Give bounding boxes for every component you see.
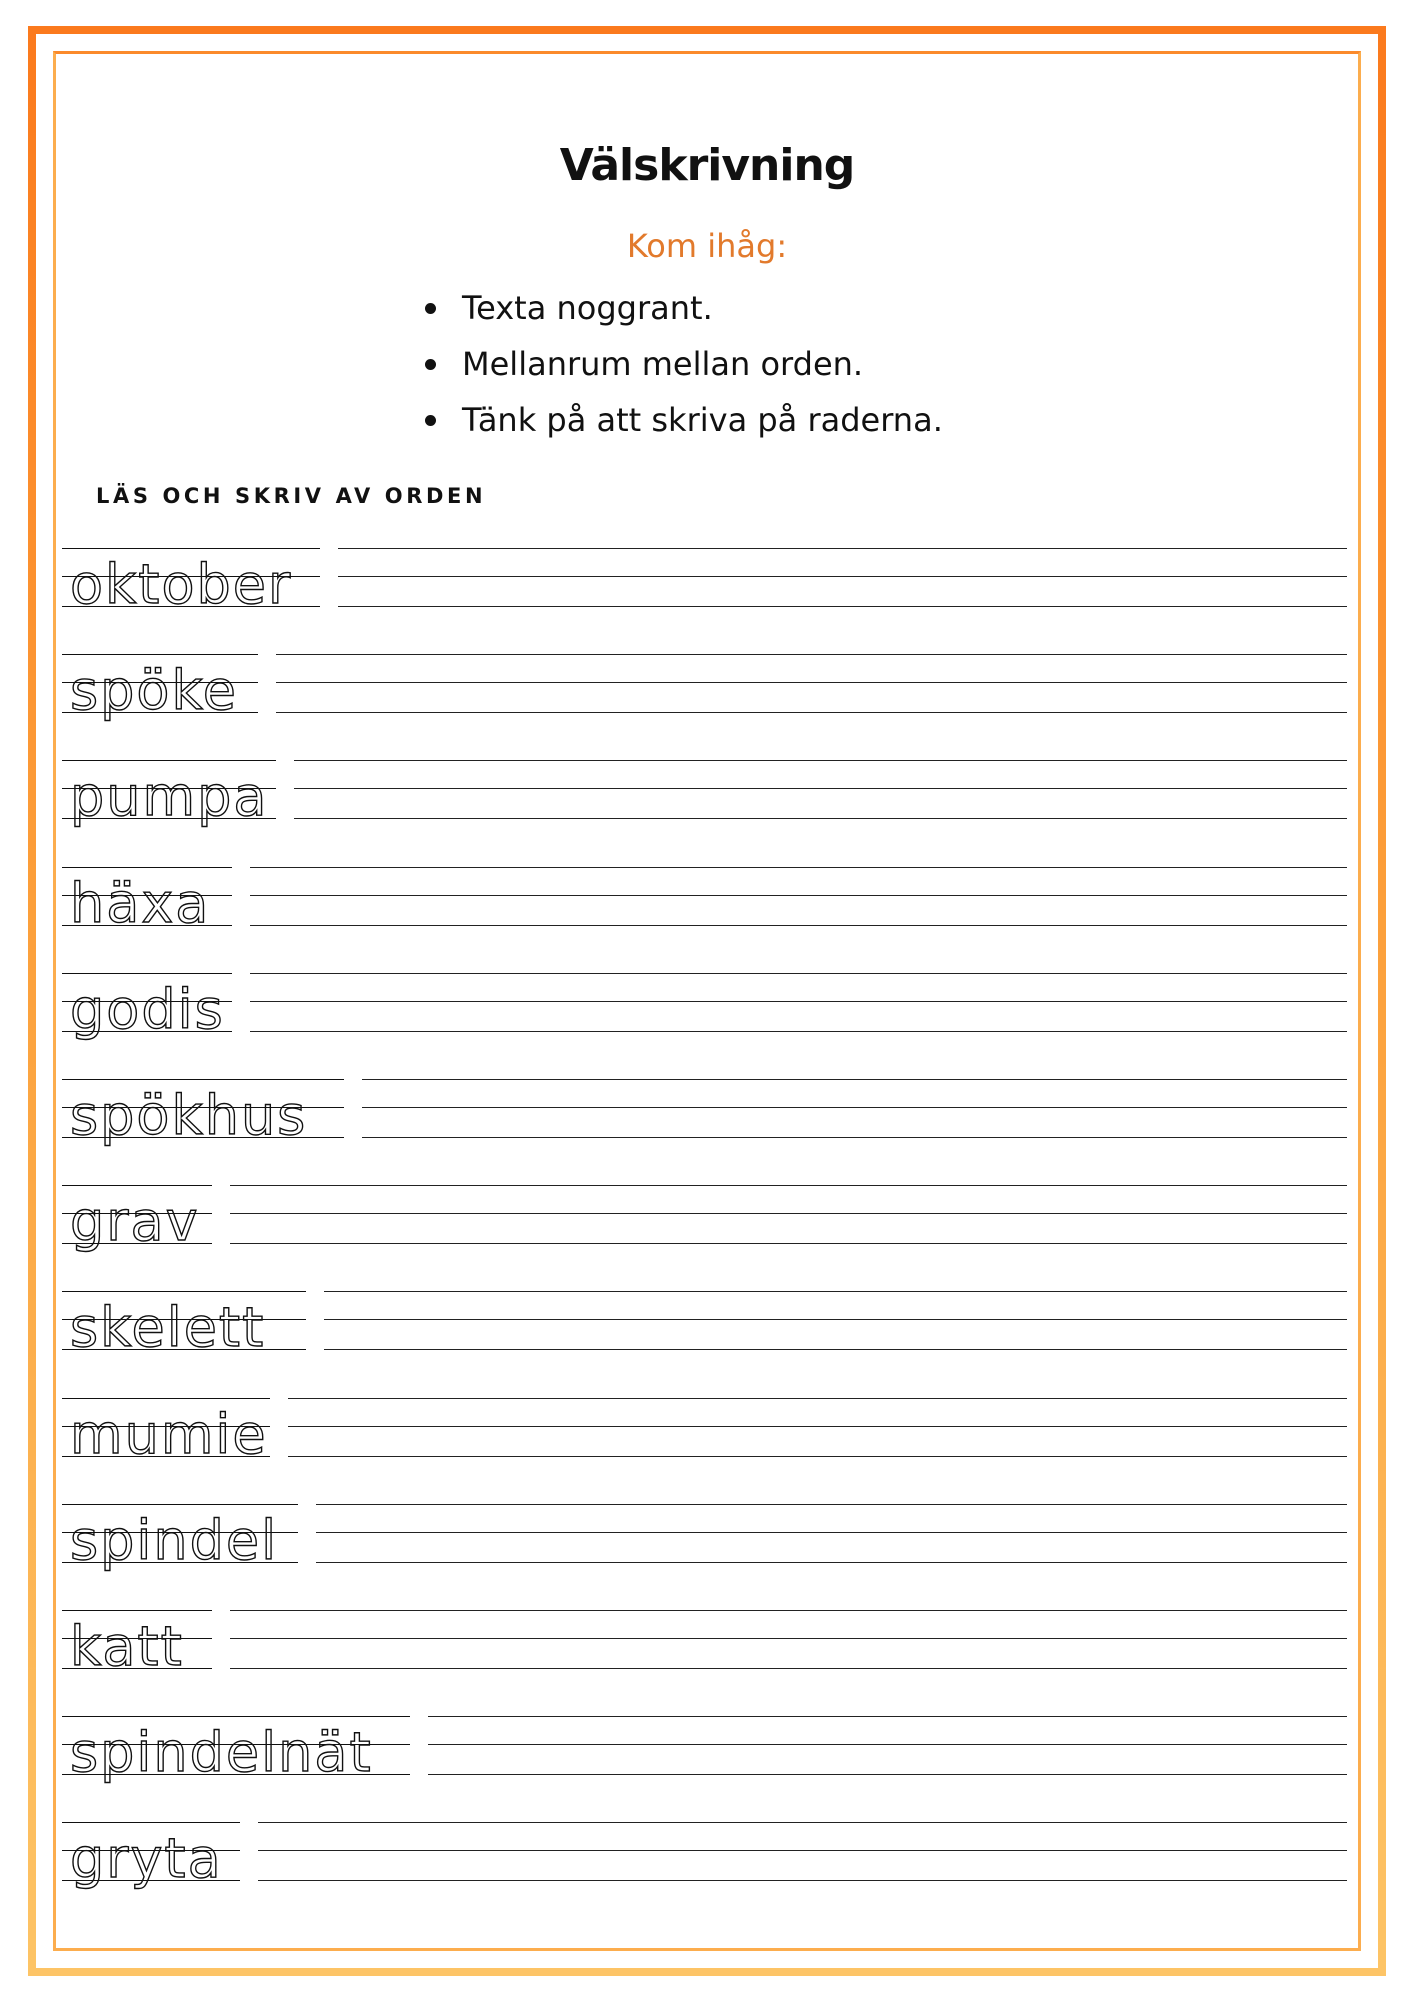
trace-word: katt: [70, 1615, 184, 1678]
word-guide-lines: [62, 1504, 298, 1572]
writing-line: [428, 1744, 1347, 1745]
word-guide-lines: [62, 1079, 344, 1147]
writing-line: [294, 818, 1347, 819]
page-title: Välskrivning: [559, 140, 855, 191]
trace-word: spindel: [70, 1509, 279, 1572]
word-guide-lines: [62, 867, 232, 935]
writing-line: [230, 1610, 1347, 1611]
trace-word: spökhus: [70, 1084, 308, 1147]
guide-line: [62, 760, 276, 761]
word-guide-lines: [62, 1291, 306, 1359]
guide-line: [62, 867, 232, 868]
writing-line: [230, 1668, 1347, 1669]
writing-line: [258, 1850, 1347, 1851]
trace-word: spöke: [70, 659, 239, 722]
guide-line: [62, 1291, 306, 1292]
writing-lines[interactable]: [230, 1610, 1347, 1672]
writing-line: [230, 1213, 1347, 1214]
bullet-icon: [425, 303, 436, 314]
writing-line: [250, 1001, 1347, 1002]
writing-line: [316, 1532, 1347, 1533]
writing-line: [338, 548, 1347, 549]
word-guide-lines: [62, 654, 258, 722]
trace-word: häxa: [70, 872, 211, 935]
rule-item: [420, 280, 943, 336]
guide-line: [62, 548, 320, 549]
writing-line: [288, 1456, 1347, 1457]
rule-text: Tänk på att skriva på raderna.: [462, 401, 943, 439]
writing-line: [316, 1504, 1347, 1505]
writing-line: [362, 1079, 1347, 1080]
guide-line: [62, 1504, 298, 1505]
word-guide-lines: [62, 973, 232, 1041]
guide-line: [62, 1079, 344, 1080]
writing-lines[interactable]: [428, 1716, 1347, 1778]
writing-line: [250, 1031, 1347, 1032]
writing-lines[interactable]: [276, 654, 1347, 716]
writing-line: [316, 1562, 1347, 1563]
writing-line: [250, 895, 1347, 896]
writing-lines[interactable]: [324, 1291, 1347, 1353]
writing-line: [324, 1349, 1347, 1350]
writing-line: [250, 973, 1347, 974]
word-guide-lines: [62, 1822, 240, 1890]
writing-line: [294, 760, 1347, 761]
word-guide-lines: [62, 1716, 410, 1784]
word-guide-lines: [62, 1610, 212, 1678]
writing-lines[interactable]: [230, 1185, 1347, 1247]
writing-line: [362, 1137, 1347, 1138]
writing-line: [428, 1774, 1347, 1775]
trace-word: spindelnät: [70, 1721, 373, 1784]
guide-line: [62, 1716, 410, 1717]
section-heading: LÄS OCH SKRIV AV ORDEN: [96, 484, 487, 508]
writing-line: [276, 712, 1347, 713]
rules-list: [420, 280, 943, 448]
writing-lines[interactable]: [250, 973, 1347, 1035]
writing-line: [428, 1716, 1347, 1717]
writing-line: [288, 1398, 1347, 1399]
writing-line: [338, 576, 1347, 577]
writing-lines[interactable]: [338, 548, 1347, 610]
trace-word: gryta: [70, 1827, 223, 1890]
trace-word: skelett: [70, 1296, 266, 1359]
writing-line: [324, 1291, 1347, 1292]
guide-line: [62, 1822, 240, 1823]
rule-item: [420, 392, 943, 448]
writing-lines[interactable]: [316, 1504, 1347, 1566]
writing-lines[interactable]: [362, 1079, 1347, 1141]
writing-line: [288, 1426, 1347, 1427]
writing-lines[interactable]: [250, 867, 1347, 929]
rule-item: [420, 336, 943, 392]
trace-word: mumie: [70, 1403, 268, 1466]
writing-line: [258, 1880, 1347, 1881]
remember-heading: Kom ihåg:: [626, 227, 788, 265]
guide-line: [62, 1185, 212, 1186]
writing-line: [230, 1243, 1347, 1244]
trace-word: grav: [70, 1190, 200, 1253]
rule-text: Mellanrum mellan orden.: [462, 345, 864, 383]
guide-line: [62, 654, 258, 655]
writing-line: [258, 1822, 1347, 1823]
guide-line: [62, 1398, 270, 1399]
word-guide-lines: [62, 1398, 270, 1466]
guide-line: [62, 973, 232, 974]
bullet-icon: [425, 359, 436, 370]
writing-lines[interactable]: [258, 1822, 1347, 1884]
writing-lines[interactable]: [288, 1398, 1347, 1460]
writing-line: [230, 1638, 1347, 1639]
writing-line: [250, 867, 1347, 868]
writing-line: [324, 1319, 1347, 1320]
bullet-icon: [425, 415, 436, 426]
writing-line: [338, 606, 1347, 607]
writing-line: [276, 682, 1347, 683]
writing-line: [362, 1107, 1347, 1108]
trace-word: godis: [70, 978, 225, 1041]
guide-line: [62, 1610, 212, 1611]
trace-word: oktober: [70, 553, 293, 616]
writing-lines[interactable]: [294, 760, 1347, 822]
trace-word: pumpa: [70, 765, 269, 828]
word-guide-lines: [62, 760, 276, 828]
writing-line: [276, 654, 1347, 655]
word-guide-lines: [62, 1185, 212, 1253]
word-guide-lines: [62, 548, 320, 616]
rule-text: Texta noggrant.: [462, 289, 713, 327]
writing-line: [230, 1185, 1347, 1186]
writing-line: [294, 788, 1347, 789]
writing-line: [250, 925, 1347, 926]
